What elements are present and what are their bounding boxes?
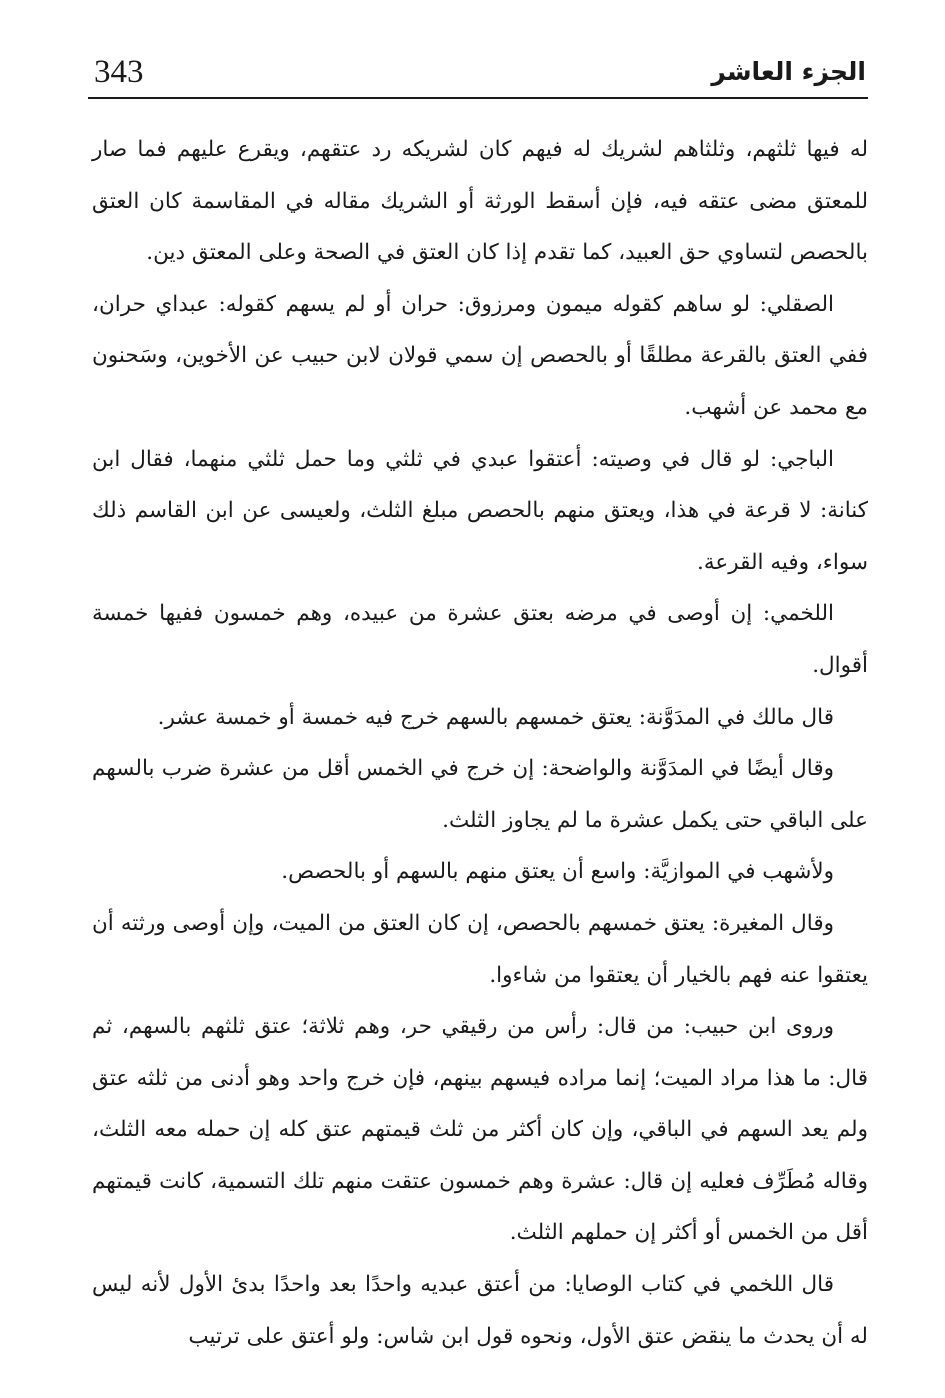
paragraph: وقال أيضًا في المدَوَّنة والواضحة: إن خرج في الخمس أقل من عشرة ضرب بالسهم على الباقي حتى يكمل عشرة ما لم يجاوز الثلث. [92, 756, 868, 833]
header-rule [88, 97, 868, 99]
paragraph: ولأشهب في الموازيَّة: واسع أن يعتق منهم بالسهم أو بالحصص. [281, 859, 834, 885]
paragraph: اللخمي: إن أوصى في مرضه بعتق عشرة من عبيده، وهم خمسون ففيها خمسة أقوال. [92, 601, 868, 678]
paragraph: قال مالك في المدَوَّنة: يعتق خمسهم بالسهم خرج فيه خمسة أو خمسة عشر. [157, 704, 834, 730]
page-number: 343 [94, 54, 144, 90]
paragraph: وروى ابن حبيب: من قال: رأس من رقيقي حر، وهم ثلاثة؛ عتق ثلثهم بالسهم، ثم قال: ما هذا مراد الميت؛ إنما مراده فيسهم بينهم، فإن خرج واحد وهو أدنى من ثلثه عتق ولم يعد السهم في الباقي، وإن كان أكثر من ثلث قيمتهم عتق كله إن حمله معه الثلث، وقاله مُطَرِّف فعليه إن قال: عشرة وهم خمسون عتقت منهم تلك التسمية، كانت قيمتهم أقل من الخمس أو أكثر إن حملهم الثلث. [92, 1014, 868, 1246]
paragraph: الصقلي: لو ساهم كقوله ميمون ومرزوق: حران أو لم يسهم كقوله: عبداي حران، ففي العتق بالقرعة مطلقًا أو بالحصص إن سمي قولان لابن حبيب عن الأخوين، وسَحنون مع محمد عن أشهب. [92, 291, 868, 420]
paragraph: قال اللخمي في كتاب الوصايا: من أعتق عبديه واحدًا بعد واحدًا بدئ الأول لأنه ليس له أن يحدث ما ينقض عتق الأول، ونحوه قول ابن شاس: ولو أعتق على ترتيب [92, 1272, 868, 1349]
paragraph: له فيها ثلثهم، وثلثاهم لشريك له فيهم كان لشريكه رد عتقهم، ويقرع عليهم فما صار للمعتق مضى عتقه فيه، فإن أسقط الورثة أو الشريك مقاله في المقاسمة كان العتق بالحصص لتساوي حق العبيد، كما تقدم إذا كان العتق في الصحة وعلى المعتق دين. [92, 137, 868, 266]
page-header [88, 52, 868, 98]
paragraph: الباجي: لو قال في وصيته: أعتقوا عبدي في ثلثي وما حمل ثلثي منهما، فقال ابن كنانة: لا قرعة في هذا، ويعتق منهم بالحصص مبلغ الثلث، ولعيسى عن ابن القاسم ذلك سواء، وفيه القرعة. [92, 446, 868, 575]
running-title: الجزء العاشر [711, 57, 866, 86]
paragraph: وقال المغيرة: يعتق خمسهم بالحصص، إن كان العتق من الميت، وإن أوصى ورثته أن يعتقوا عنه فهم بالخيار أن يعتقوا من شاءوا. [92, 910, 868, 988]
body-text [92, 124, 868, 1362]
